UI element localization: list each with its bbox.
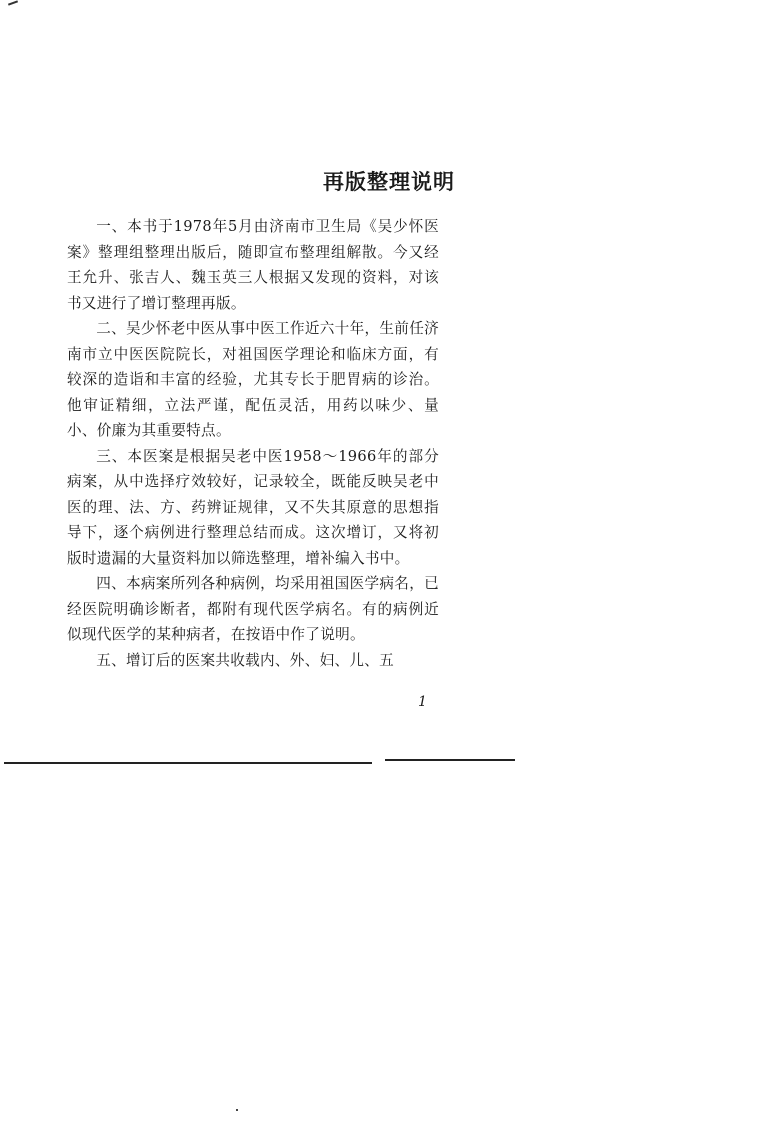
body-text (67, 214, 439, 673)
page-title: 再版整理说明 (323, 169, 455, 194)
page-number: 1 (418, 694, 427, 710)
bottom-rule-right (385, 759, 515, 761)
corner-mark (8, 0, 18, 5)
bottom-rule-left (4, 762, 372, 764)
paragraph-3: 三、本医案是根据吴老中医1958～1966年的部分病案，从中选择疗效较好，记录较全，既能反映吴老中医的理、法、方、药辨证规律，又不失其原意的思想指导下，逐个病例进行整理总结而成。这次增订，又将初版时遗漏的大量资料加以筛选整理，增补编入书中。 (67, 447, 439, 567)
scan-speck (236, 1109, 238, 1111)
paragraph-1: 一、本书于1978年5月由济南市卫生局《吴少怀医案》整理组整理出版后，随即宣布整理组解散。今又经王允升、张吉人、魏玉英三人根据又发现的资料，对该书又进行了增订整理再版。 (67, 218, 439, 312)
paragraph-5: 五、增订后的医案共收载内、外、妇、儿、五 (96, 651, 395, 669)
paragraph-4: 四、本病案所列各种病例，均采用祖国医学病名，已经医院明确诊断者，都附有现代医学病名。有的病例近似现代医学的某种病者，在按语中作了说明。 (67, 575, 439, 643)
paragraph-2: 二、吴少怀老中医从事中医工作近六十年，生前任济南市立中医医院院长，对祖国医学理论和临床方面，有较深的造诣和丰富的经验，尤其专长于肥胃病的诊治。他审证精细，立法严谨，配伍灵活，用药以味少、量小、价廉为其重要特点。 (67, 320, 439, 439)
